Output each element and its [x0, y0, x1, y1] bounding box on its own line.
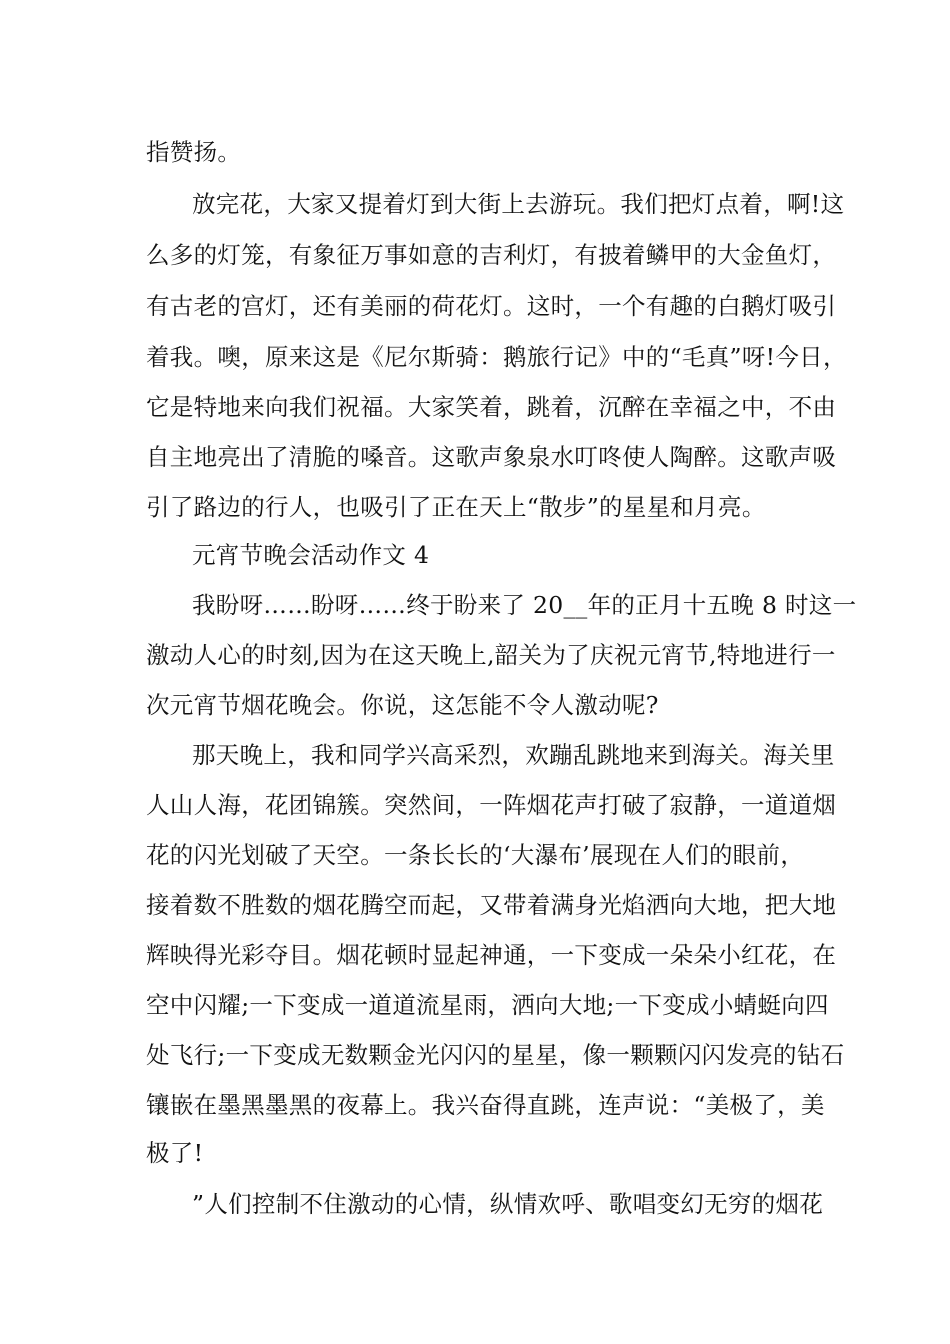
text-line: 处飞行;一下变成无数颗金光闪闪的星星，像一颗颗闪闪发亮的钻石: [146, 1041, 845, 1069]
text-line: 自主地亮出了清脆的嗓音。这歌声象泉水叮咚使人陶醉。这歌声吸: [146, 443, 837, 471]
text-line: 镶嵌在墨黑墨黑的夜幕上。我兴奋得直跳，连声说：“美极了，美: [146, 1091, 825, 1119]
text-line: 空中闪耀;一下变成一道道流星雨，洒向大地;一下变成小蜻蜓向四: [146, 991, 829, 1019]
text-line: 激动人心的时刻,因为在这天晚上,韶关为了庆祝元宵节,特地进行一: [146, 641, 836, 669]
text-line: 极了!: [146, 1139, 204, 1167]
paragraph-start-line: 那天晚上，我和同学兴高采烈，欢蹦乱跳地来到海关。海关里: [192, 741, 835, 769]
paragraph-start-line: ”人们控制不住激动的心情，纵情欢呼、歌唱变幻无穷的烟花: [192, 1190, 824, 1218]
text-line: 有古老的宫灯，还有美丽的荷花灯。这时，一个有趣的白鹅灯吸引: [146, 292, 837, 320]
text-line: 次元宵节烟花晚会。你说，这怎能不令人激动呢?: [146, 691, 659, 719]
text-line: 辉映得光彩夺目。烟花顿时显起神通，一下变成一朵朵小红花，在: [146, 941, 837, 969]
text-line: 它是特地来向我们祝福。大家笑着，跳着，沉醉在幸福之中，不由: [146, 393, 837, 421]
text-line: 着我。噢，原来这是《尼尔斯骑：鹅旅行记》中的“毛真”呀!今日，: [146, 343, 847, 371]
paragraph-start-line: 我盼呀……盼呀……终于盼来了 20__年的正月十五晚 8 时这一: [192, 591, 857, 619]
section-heading: 元宵节晚会活动作文 4: [192, 541, 430, 569]
text-line: 引了路边的行人，也吸引了正在天上“散步”的星星和月亮。: [146, 493, 766, 521]
text-line: 花的闪光划破了天空。一条长长的‘大瀑布’展现在人们的眼前，: [146, 841, 805, 869]
paragraph-start-line: 放完花，大家又提着灯到大街上去游玩。我们把灯点着，啊!这: [192, 190, 845, 218]
text-line: 指赞扬。: [146, 138, 242, 166]
text-line: 接着数不胜数的烟花腾空而起，又带着满身光焰洒向大地，把大地: [146, 891, 837, 919]
text-line: 人山人海，花团锦簇。突然间，一阵烟花声打破了寂静，一道道烟: [146, 791, 837, 819]
text-line: 么多的灯笼，有象征万事如意的吉利灯，有披着鳞甲的大金鱼灯，: [146, 241, 837, 269]
